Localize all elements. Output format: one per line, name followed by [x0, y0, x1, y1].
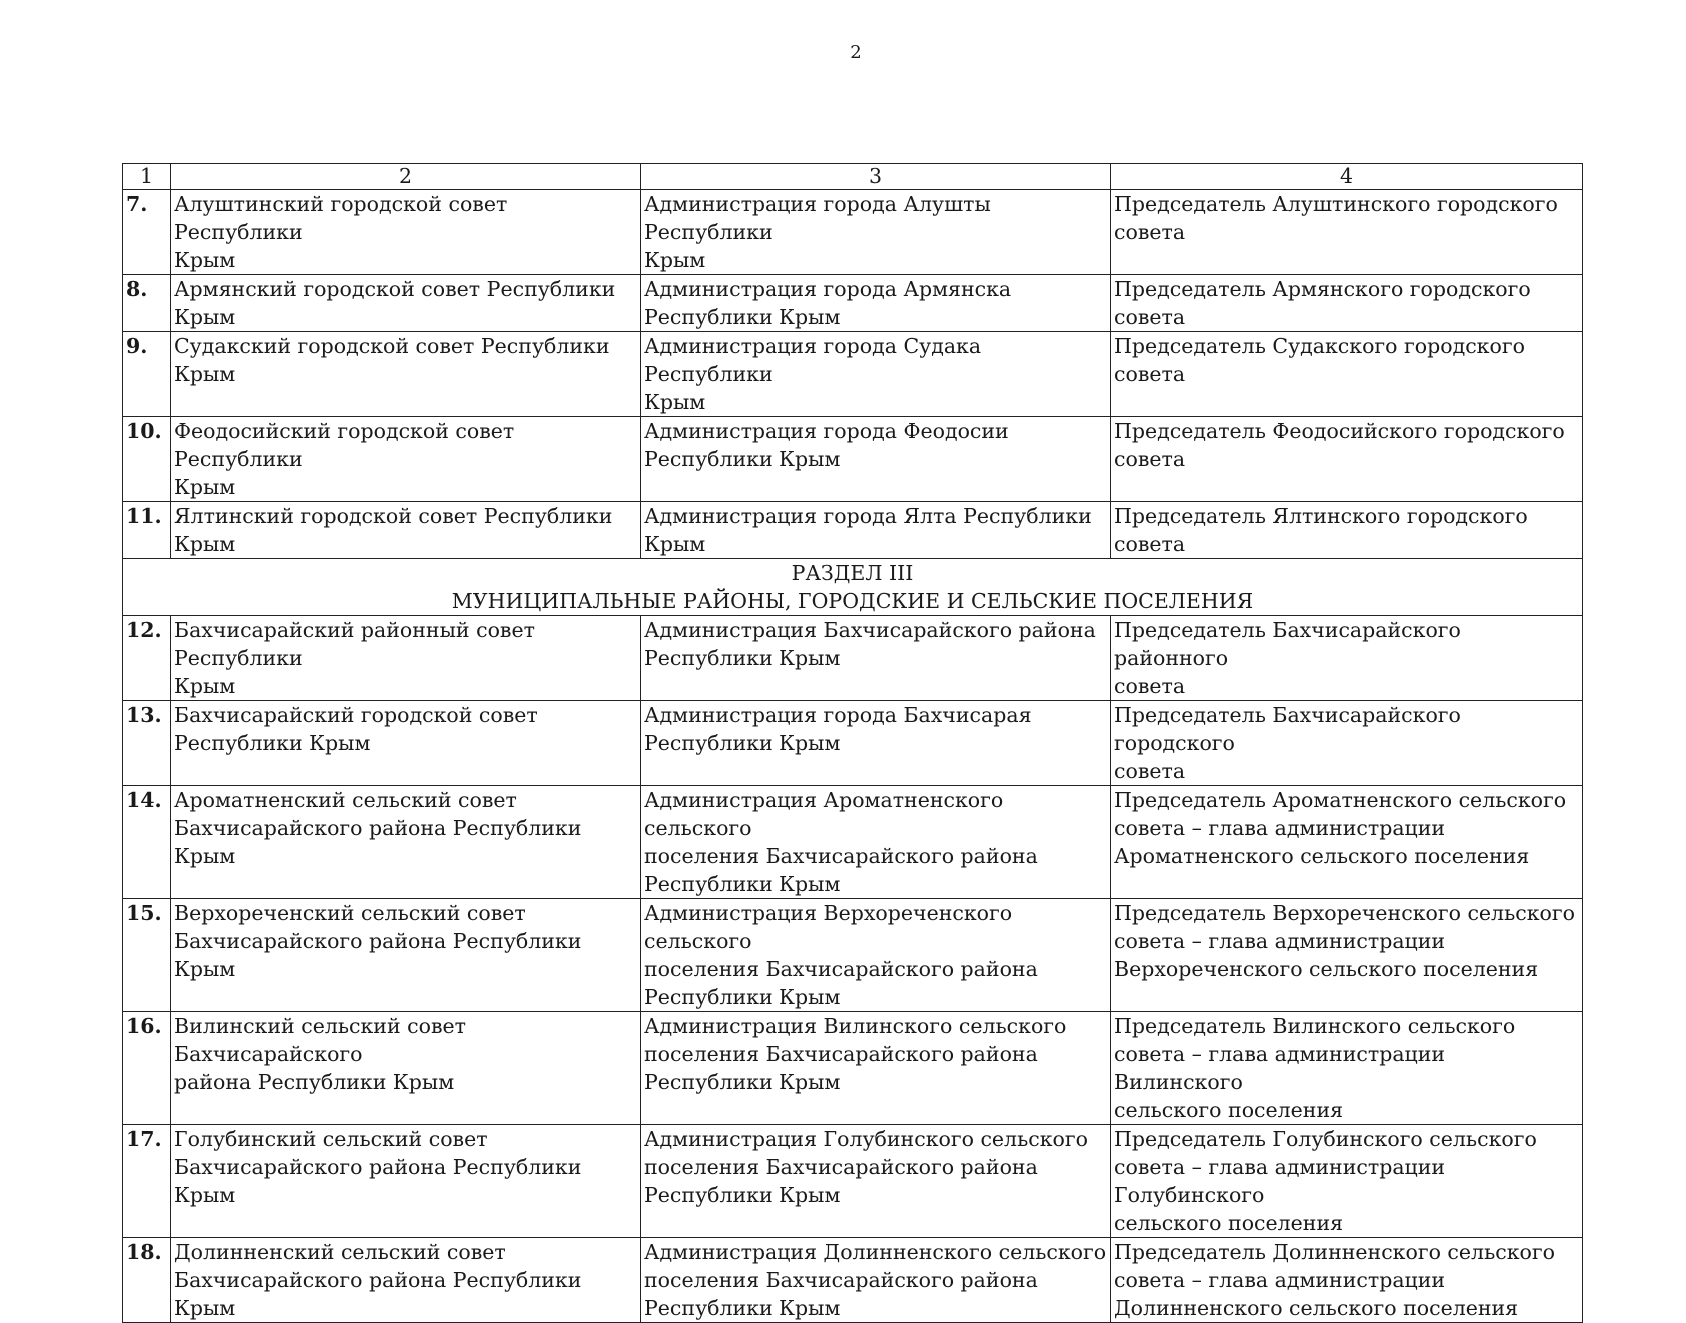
- council-cell: Феодосийский городской совет Республики Крым: [171, 417, 641, 502]
- table-row: [123, 275, 1583, 332]
- administration-cell: Администрация города Феодосии Республики Крым: [641, 417, 1111, 502]
- row-number: 14.: [123, 786, 171, 899]
- council-cell: Верхореченский сельский совет Бахчисарайского района Республики Крым: [171, 899, 641, 1012]
- municipal-bodies-table: [122, 163, 1583, 1323]
- administration-cell: Администрация Бахчисарайского района Республики Крым: [641, 616, 1111, 701]
- head-cell: Председатель Долинненского сельского совета – глава администрации Долинненского сельского поселения: [1111, 1238, 1583, 1323]
- row-number: 17.: [123, 1125, 171, 1238]
- table-row: [123, 786, 1583, 899]
- council-cell: Бахчисарайский городской совет Республики Крым: [171, 701, 641, 786]
- head-cell: Председатель Ароматненского сельского совета – глава администрации Ароматненского сельского поселения: [1111, 786, 1583, 899]
- table-row: [123, 1012, 1583, 1125]
- head-cell: Председатель Феодосийского городского совета: [1111, 417, 1583, 502]
- table-row: [123, 1238, 1583, 1323]
- council-cell: Алуштинский городской совет Республики Крым: [171, 190, 641, 275]
- row-number: 15.: [123, 899, 171, 1012]
- row-number: 8.: [123, 275, 171, 332]
- council-cell: Армянский городской совет Республики Крым: [171, 275, 641, 332]
- head-cell: Председатель Бахчисарайского районного совета: [1111, 616, 1583, 701]
- council-cell: Вилинский сельский совет Бахчисарайского района Республики Крым: [171, 1012, 641, 1125]
- row-number: 11.: [123, 502, 171, 559]
- council-cell: Ароматненский сельский совет Бахчисарайского района Республики Крым: [171, 786, 641, 899]
- head-cell: Председатель Бахчисарайского городского совета: [1111, 701, 1583, 786]
- table-row: [123, 417, 1583, 502]
- table-header-row: [123, 164, 1583, 190]
- row-number: 16.: [123, 1012, 171, 1125]
- table-row: [123, 1125, 1583, 1238]
- table-row: [123, 616, 1583, 701]
- column-number-1: 1: [123, 164, 171, 190]
- administration-cell: Администрация Ароматненского сельского поселения Бахчисарайского района Республики Крым: [641, 786, 1111, 899]
- column-number-4: 4: [1111, 164, 1583, 190]
- page-number: 2: [850, 42, 862, 63]
- council-cell: Ялтинский городской совет Республики Крым: [171, 502, 641, 559]
- head-cell: Председатель Армянского городского совета: [1111, 275, 1583, 332]
- row-number: 18.: [123, 1238, 171, 1323]
- head-cell: Председатель Вилинского сельского совета – глава администрации Вилинского сельского поселения: [1111, 1012, 1583, 1125]
- section-subtitle: МУНИЦИПАЛЬНЫЕ РАЙОНЫ, ГОРОДСКИЕ И СЕЛЬСКИЕ ПОСЕЛЕНИЯ: [451, 589, 1254, 613]
- section-header-row: [123, 559, 1583, 616]
- row-number: 7.: [123, 190, 171, 275]
- row-number: 12.: [123, 616, 171, 701]
- administration-cell: Администрация Вилинского сельского поселения Бахчисарайского района Республики Крым: [641, 1012, 1111, 1125]
- head-cell: Председатель Голубинского сельского совета – глава администрации Голубинского сельского поселения: [1111, 1125, 1583, 1238]
- council-cell: Судакский городской совет Республики Крым: [171, 332, 641, 417]
- head-cell: Председатель Алуштинского городского совета: [1111, 190, 1583, 275]
- row-number: 9.: [123, 332, 171, 417]
- table-row: [123, 899, 1583, 1012]
- administration-cell: Администрация города Ялта Республики Крым: [641, 502, 1111, 559]
- section-title: РАЗДЕЛ III: [791, 561, 914, 585]
- row-number: 13.: [123, 701, 171, 786]
- table-row: [123, 190, 1583, 275]
- row-number: 10.: [123, 417, 171, 502]
- administration-cell: Администрация города Бахчисарая Республики Крым: [641, 701, 1111, 786]
- council-cell: Долинненский сельский совет Бахчисарайского района Республики Крым: [171, 1238, 641, 1323]
- table-row: [123, 502, 1583, 559]
- table-row: [123, 332, 1583, 417]
- head-cell: Председатель Судакского городского совета: [1111, 332, 1583, 417]
- head-cell: Председатель Ялтинского городского совета: [1111, 502, 1583, 559]
- column-number-2: 2: [171, 164, 641, 190]
- council-cell: Бахчисарайский районный совет Республики Крым: [171, 616, 641, 701]
- section-header-cell: [123, 559, 1583, 616]
- administration-cell: Администрация Верхореченского сельского поселения Бахчисарайского района Республики Крым: [641, 899, 1111, 1012]
- table-row: [123, 701, 1583, 786]
- administration-cell: Администрация города Армянска Республики Крым: [641, 275, 1111, 332]
- head-cell: Председатель Верхореченского сельского совета – глава администрации Верхореченского сельского поселения: [1111, 899, 1583, 1012]
- administration-cell: Администрация Голубинского сельского поселения Бахчисарайского района Республики Крым: [641, 1125, 1111, 1238]
- administration-cell: Администрация города Судака Республики Крым: [641, 332, 1111, 417]
- administration-cell: Администрация Долинненского сельского поселения Бахчисарайского района Республики Крым: [641, 1238, 1111, 1323]
- council-cell: Голубинский сельский совет Бахчисарайского района Республики Крым: [171, 1125, 641, 1238]
- administration-cell: Администрация города Алушты Республики Крым: [641, 190, 1111, 275]
- column-number-3: 3: [641, 164, 1111, 190]
